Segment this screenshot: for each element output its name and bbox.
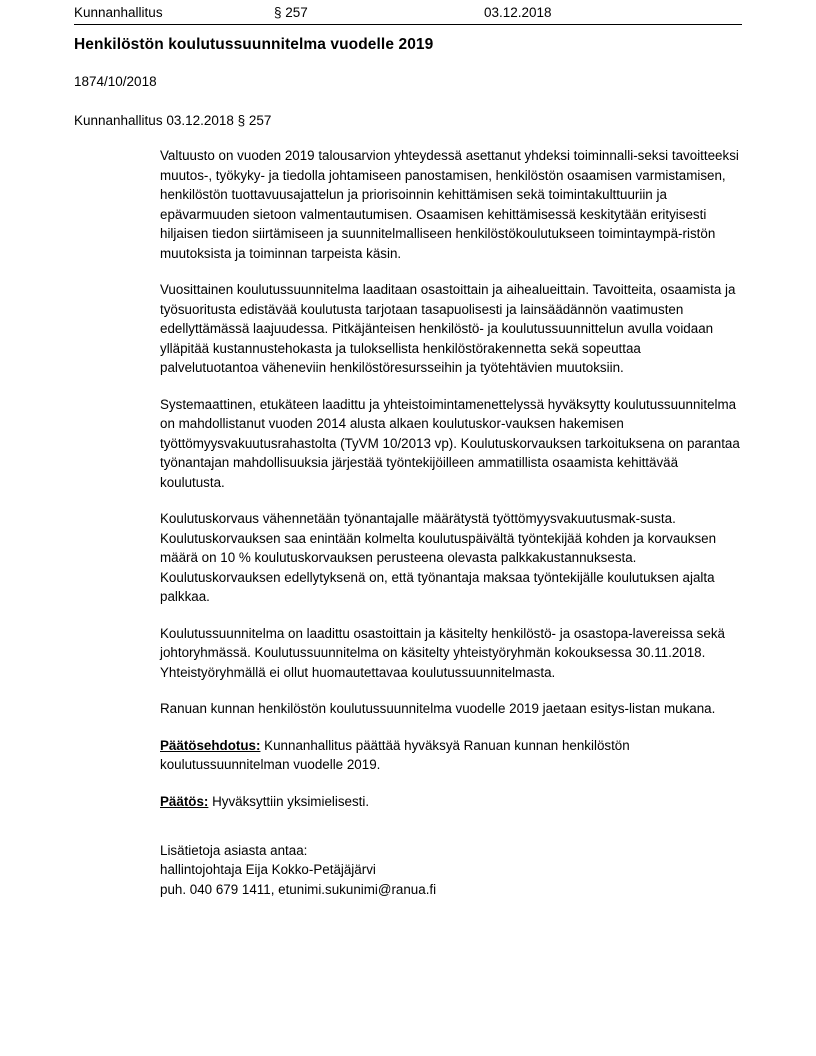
- document-identifier: 1874/10/2018: [74, 74, 157, 89]
- page-header: [74, 4, 756, 22]
- header-organization: Kunnanhallitus: [74, 5, 163, 20]
- decision-text: Hyväksyttiin yksimielisesti.: [208, 793, 370, 809]
- body-paragraph: Koulutuskorvaus vähennetään työnantajalle määrätystä työttömyysvakuutusmak-susta. Koulutuskorvauksen saa enintään kolmelta koulutuspäivältä työntekijää kohden ja korvauksen määrä on 10 % koulutuskorvauksen perusteena olevasta palkkakustannuksesta. Koulutuskorvauksen edellytyksenä on, että työnantaja maksaa työntekijälle koulutuksen ajalta palkkaa.: [160, 511, 717, 604]
- meeting-reference: Kunnanhallitus 03.12.2018 § 257: [74, 113, 272, 128]
- body-paragraph: Systemaattinen, etukäteen laadittu ja yhteistoimintamenettelyssä hyväksytty koulutussuunnitelma on mahdollistanut vuoden 2014 alusta alkaen koulutuskor-vauksen hakemisen työttömyysvakuutusrahastolta (TyVM 10/2013 vp). Koulutuskorvauksen tarkoituksena on parantaa työnantajan mahdollisuuksia järjestää työntekijöilleen ammatillista osaamista kehittävää koulutusta.: [160, 396, 740, 490]
- decision-proposal-label: Päätösehdotus:: [160, 737, 261, 753]
- contact-block: [160, 841, 742, 899]
- contact-intro: Lisätietoja asiasta antaa:: [160, 843, 308, 858]
- contact-person: hallintojohtaja Eija Kokko-Petäjäjärvi: [160, 862, 376, 878]
- body-paragraph: Valtuusto on vuoden 2019 talousarvion yhteydessä asettanut yhdeksi toiminnalli-seksi tavoitteeksi muutos-, työkyky- ja tiedolla johtamiseen panostamisen, henkilöstön osaamisen varmistamisen, henkilöstön tuottavuusajattelun ja priorisoinnin kehittämisen sekä toimintakulttuuriin ja epävarmuuden sietoon valmentautumisen. Osaamisen kehittämisessä keskitytään erityisesti hiljaisen tiedon siirtämiseen ja suunnitelmalliseen henkilöstökoulutukseen toimintaympä-ristön muutoksista ja toiminnan tarpeista käsin.: [160, 148, 739, 261]
- header-divider: [74, 24, 742, 25]
- decision-paragraph: [160, 792, 742, 812]
- decision-proposal-text: Kunnanhallitus päättää hyväksyä Ranuan kunnan henkilöstön koulutussuunnitelman vuodelle 2019.: [160, 737, 630, 772]
- document-body: [160, 146, 742, 899]
- decision-label: Päätös:: [160, 793, 209, 809]
- page-title: Henkilöstön koulutussuunnitelma vuodelle 2019: [74, 36, 434, 53]
- decision-proposal-paragraph: [160, 736, 742, 775]
- body-paragraph: Ranuan kunnan henkilöstön koulutussuunnitelma vuodelle 2019 jaetaan esitys-listan mukana.: [160, 701, 716, 716]
- body-paragraph: Koulutussuunnitelma on laadittu osastoittain ja käsitelty henkilöstö- ja osastopa-lavereissa sekä johtoryhmässä. Koulutussuunnitelma on käsitelty yhteistyöryhmän kokouksessa 30.11.2018. Yhteistyöryhmällä ei ollut huomautettavaa koulutussuunnitelmasta.: [160, 625, 725, 680]
- header-date: 03.12.2018: [484, 5, 552, 20]
- header-section-number: § 257: [274, 5, 308, 20]
- contact-details: puh. 040 679 1411, etunimi.sukunimi@ranua.fi: [160, 881, 437, 897]
- body-paragraph: Vuosittainen koulutussuunnitelma laaditaan osastoittain ja aihealueittain. Tavoitteita, osaamista ja työsuoritusta edistävää koulutusta tarjotaan tasapuolisesti ja lainsäädännön vaatimusten edellyttämässä laajuudessa. Pitkäjänteisen henkilöstö- ja koulutussuunnittelun avulla voidaan ylläpitää kustannustehokasta ja tuloksellista henkilöstörakennetta sekä sopeuttaa palvelutuotantoa väheneviin henkilöstöresursseihin ja työtehtävien muutoksiin.: [160, 282, 736, 375]
